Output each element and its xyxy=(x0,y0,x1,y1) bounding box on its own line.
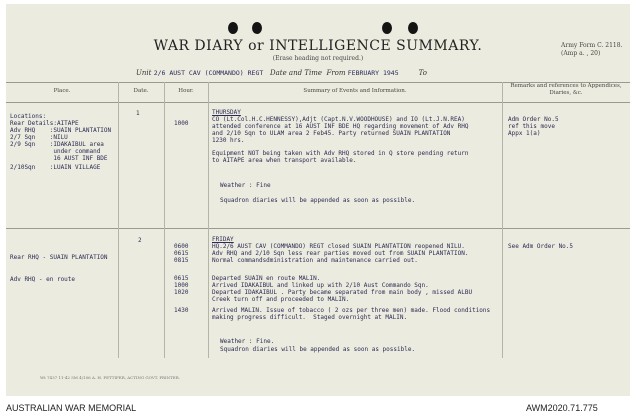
summary-line: CO (Lt.Col.H.C.HENNESSY),Adjt (Capt.N.V.WOODHOUSE) and IO (Lt.J.N.REA) xyxy=(212,116,465,123)
remark-line: ref this move xyxy=(508,123,555,130)
collection-name: AUSTRALIAN WAR MEMORIAL xyxy=(6,403,137,413)
column-header-summary: Summary of Events and Information. xyxy=(303,88,407,94)
column-rule xyxy=(502,82,503,358)
entry-day: FRIDAY xyxy=(212,236,234,243)
entry-hour: 1000 xyxy=(174,120,189,127)
summary-line: Weather : Fine. xyxy=(220,338,275,345)
punch-hole xyxy=(252,22,262,34)
summary-line: Arrived IDAKAIBUL and linked up with 2/10 Aust Commando Sqn. xyxy=(212,282,429,289)
summary-line: Departed IDAKAIBUL . Party became separated from main body , missed ALBU xyxy=(212,289,473,296)
summary-line: attended conference at 16 AUST INF BDE HQ regarding movement of Adv RHQ xyxy=(212,123,469,130)
place-line: 2/7 Sqn :NILU xyxy=(10,134,68,141)
summary-line: making progress difficult. Staged overnight at MALIN. xyxy=(212,314,408,321)
column-rule xyxy=(118,82,119,358)
summary-line: and 2/10 Sqn to ULAM area 2 Feb45. Party returned SUAIN PLANTATION xyxy=(212,130,451,137)
header-rule-bottom xyxy=(6,102,630,103)
hour-line: 0815 xyxy=(174,257,189,264)
column-header-hour: Hour. xyxy=(178,88,194,94)
entry-divider xyxy=(6,228,630,229)
hour-line: 0600 xyxy=(174,243,189,250)
place-line: Rear Details:AITAPE xyxy=(10,120,79,127)
form-subtitle: (Erase heading not required.) xyxy=(272,55,364,62)
unit-line: Unit 2/6 AUST CAV (COMMANDO) REGT Date and Time From FEBRUARY 1945 To xyxy=(136,69,428,77)
hour-line: 1430 xyxy=(174,307,189,314)
summary-line: Equipment NOT being taken with Adv RHQ stored in Q store pending return xyxy=(212,150,469,157)
summary-line: Departed SUAIN en route MALIN. xyxy=(212,275,321,282)
place-line: Rear RHQ - SUAIN PLANTATION xyxy=(10,254,108,261)
remark-line: Appx 1(a) xyxy=(508,130,541,137)
punch-hole xyxy=(228,22,238,34)
diary-sheet xyxy=(6,4,630,396)
column-header-date: Date. xyxy=(133,88,149,94)
column-rule xyxy=(164,82,165,358)
entry-date: 2 xyxy=(138,237,142,244)
hour-line: 1000 xyxy=(174,282,189,289)
army-form-number: Army Form C. 2118. (Amp a. , 20) xyxy=(561,42,623,57)
record-id: AWM2020.71.775 xyxy=(526,403,598,413)
summary-line: 1230 hrs. xyxy=(212,137,245,144)
remark-line: Adm Order No.5 xyxy=(508,116,559,123)
unit-value: 2/6 AUST CAV (COMMANDO) REGT xyxy=(153,69,264,77)
place-line: under command xyxy=(10,148,101,155)
summary-line: to AITAPE area when transport available. xyxy=(212,157,357,164)
punch-hole xyxy=(408,22,418,34)
summary-line: Squadron diaries will be appended as soon as possible. xyxy=(220,346,416,353)
summary-line: Adv RHQ and 2/10 Sqn less rear parties moved out from SUAIN PLANTATION. xyxy=(212,250,469,257)
summary-line: Weather : Fine xyxy=(220,182,271,189)
place-line: Adv RHQ :SUAIN PLANTATION xyxy=(10,127,112,134)
summary-line: Creek turn off and proceeded to MALIN. xyxy=(212,296,350,303)
place-line: Adv RHQ - en route xyxy=(10,276,76,283)
hour-line: 1020 xyxy=(174,289,189,296)
place-line: Locations: xyxy=(10,113,47,120)
place-line: 2/9 Sqn :IDAKAIBUL area xyxy=(10,141,104,148)
place-line: 2/10Sqn :LUAIN VILLAGE xyxy=(10,164,101,171)
entry-date: 1 xyxy=(136,110,140,117)
entry-day: THURSDAY xyxy=(212,109,241,116)
form-title: WAR DIARY or INTELLIGENCE SUMMARY. xyxy=(153,38,483,54)
summary-line: Arrived MALIN. Issue of tobacco ( 2 ozs per three men) made. Flood conditions xyxy=(212,307,491,314)
column-rule xyxy=(208,82,209,358)
punch-hole xyxy=(382,22,392,34)
hour-line: 0615 xyxy=(174,275,189,282)
remark-line: See Adm Order No.5 xyxy=(508,243,574,250)
column-header-place: Place. xyxy=(53,88,71,94)
from-value: FEBRUARY 1945 xyxy=(347,69,399,77)
summary-line: HQ.2/6 AUST CAV (COMMANDO) REGT closed SUAIN PLANTATION reopened NILU. xyxy=(212,243,465,250)
printer-imprint: Wt 7437 11-42 5M 4/106 A. H. PETTIFER, ACTING GOVT. PRINTER. xyxy=(40,375,181,380)
summary-line: Squadron diaries will be appended as soon as possible. xyxy=(220,197,416,204)
place-line: 16 AUST INF BDE xyxy=(10,155,108,162)
hour-line: 0615 xyxy=(174,250,189,257)
summary-line: Normal commandsdministration and maintenance carried out. xyxy=(212,257,418,264)
column-header-remarks: Remarks and references to Appendices, Diaries, &c. xyxy=(510,83,622,96)
